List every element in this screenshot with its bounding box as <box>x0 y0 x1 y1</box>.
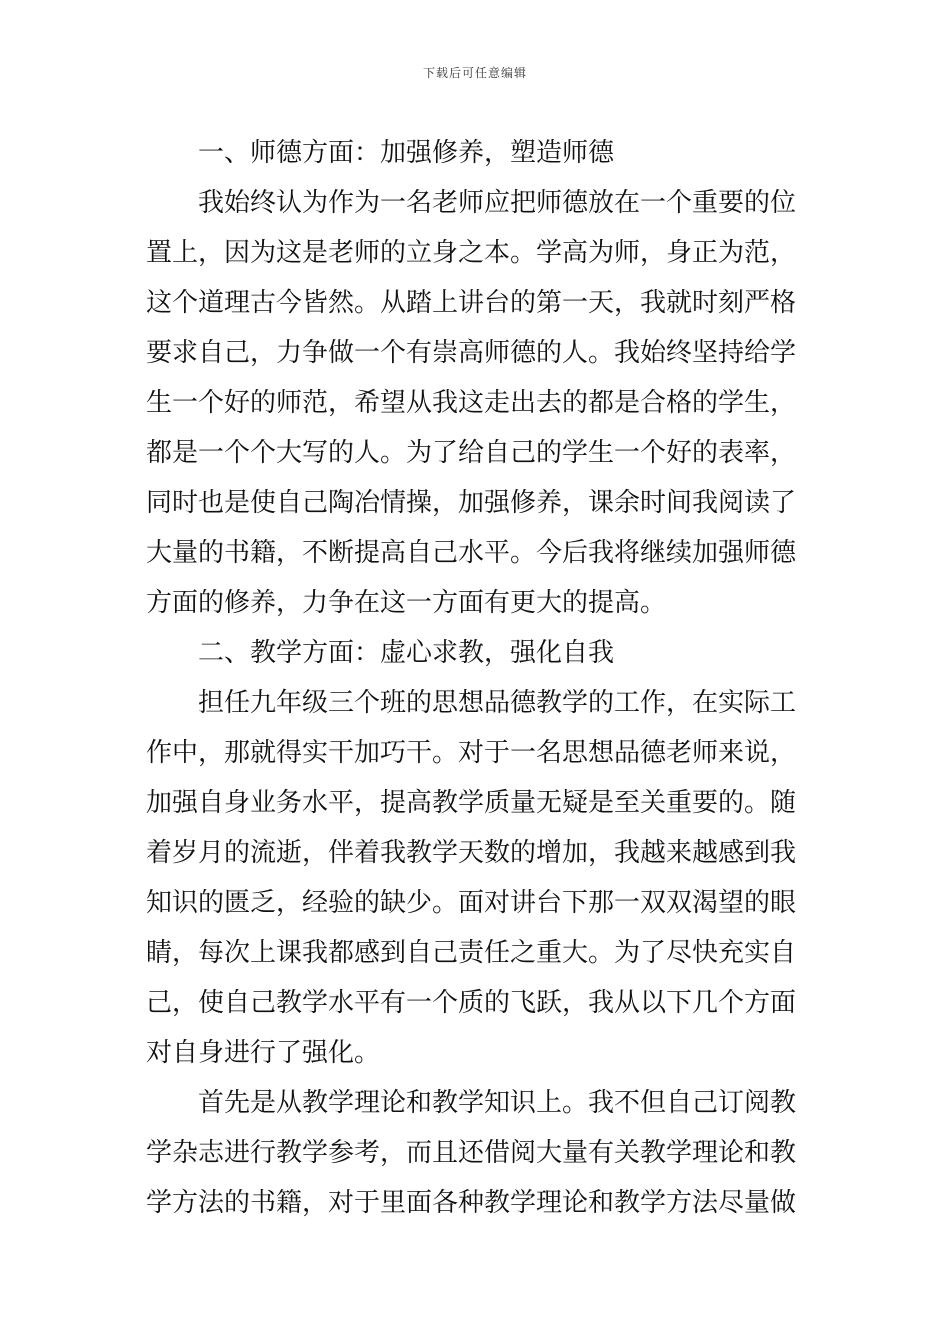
text-line: 着岁月的流逝，伴着我教学天数的增加，我越来越感到我 <box>146 838 797 868</box>
section-heading-teaching: 二、教学方面：虚心求教，强化自我 <box>198 638 615 668</box>
text-line: 这个道理古今皆然。从踏上讲台的第一天，我就时刻严格 <box>146 288 797 318</box>
header-note: 下载后可任意编辑 <box>422 66 527 80</box>
text-line: 加强自身业务水平，提高教学质量无疑是至关重要的。随 <box>146 788 797 818</box>
text-line: 首先是从教学理论和教学知识上。我不但自己订阅教 <box>198 1088 797 1118</box>
text-line: 对自身进行了强化。 <box>146 1038 381 1068</box>
text-line: 学杂志进行教学参考，而且还借阅大量有关教学理论和教 <box>146 1138 797 1168</box>
text-line: 生一个好的师范，希望从我这走出去的都是合格的学生， <box>146 388 797 418</box>
text-line: 都是一个个大写的人。为了给自己的学生一个好的表率， <box>146 438 797 468</box>
text-line: 方面的修养，力争在这一方面有更大的提高。 <box>146 588 667 618</box>
text-line: 知识的匮乏，经验的缺少。面对讲台下那一双双渴望的眼 <box>146 888 797 918</box>
body-text <box>146 128 810 1228</box>
text-line: 要求自己，力争做一个有崇高师德的人。我始终坚持给学 <box>146 338 797 368</box>
text-line: 作中，那就得实干加巧干。对于一名思想品德老师来说， <box>146 738 797 768</box>
text-line: 学方法的书籍，对于里面各种教学理论和教学方法尽量做 <box>146 1188 797 1218</box>
text-line: 睛，每次上课我都感到自己责任之重大。为了尽快充实自 <box>146 938 797 968</box>
text-line: 置上，因为这是老师的立身之本。学高为师，身正为范， <box>146 238 797 268</box>
text-line: 我始终认为作为一名老师应把师德放在一个重要的位 <box>198 188 797 218</box>
text-line: 大量的书籍，不断提高自己水平。今后我将继续加强师德 <box>146 538 797 568</box>
section-heading-ethics: 一、师德方面：加强修养，塑造师德 <box>198 138 615 168</box>
text-line: 担任九年级三个班的思想品德教学的工作，在实际工 <box>198 688 797 718</box>
text-line: 同时也是使自己陶冶情操，加强修养，课余时间我阅读了 <box>146 488 797 518</box>
text-line: 己，使自己教学水平有一个质的飞跃，我从以下几个方面 <box>146 988 797 1018</box>
